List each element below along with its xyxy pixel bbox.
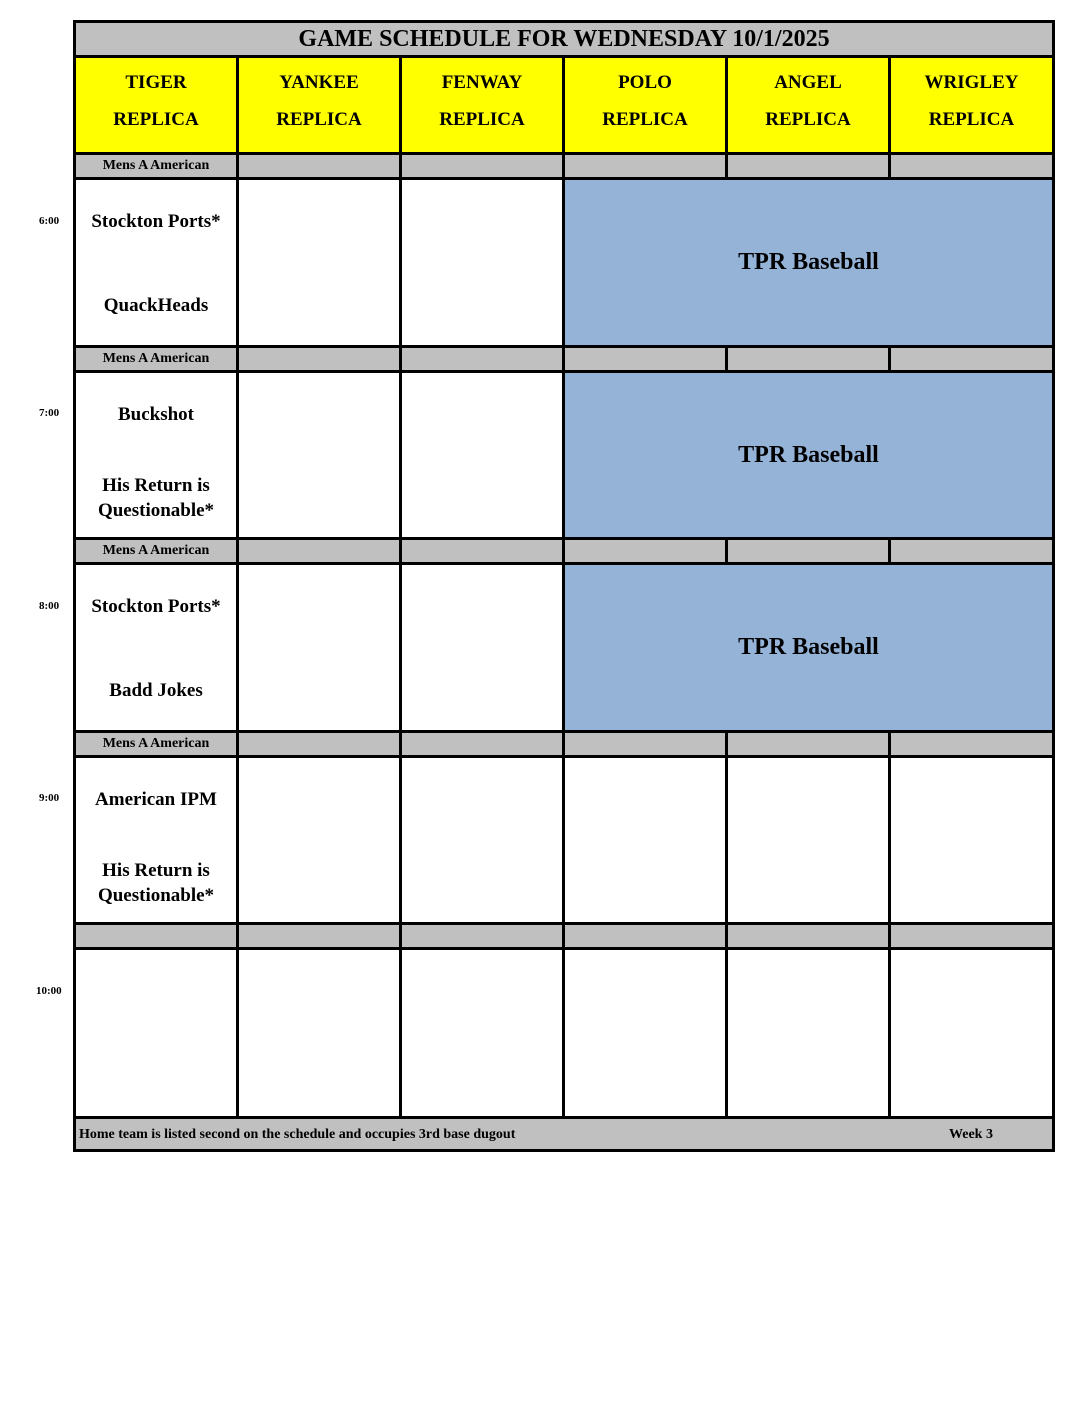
time-label: 6:00 xyxy=(39,215,60,227)
empty-cell xyxy=(236,947,402,1119)
away-team: Buckshot xyxy=(117,404,195,425)
band-empty xyxy=(888,345,1055,373)
field-subtitle: REPLICA xyxy=(439,109,525,130)
league-band: Mens A American xyxy=(73,537,239,565)
schedule-grid xyxy=(73,20,1055,1152)
game-cell xyxy=(73,755,239,925)
band-empty xyxy=(236,922,402,950)
time-label: 10:00 xyxy=(36,985,62,997)
field-name: ANGEL xyxy=(774,72,842,93)
league-band xyxy=(73,922,239,950)
empty-cell xyxy=(236,562,402,733)
band-empty xyxy=(236,537,402,565)
league-band: Mens A American xyxy=(73,152,239,180)
time-label: 8:00 xyxy=(39,600,60,612)
field-header-yankee xyxy=(236,55,402,155)
band-empty xyxy=(725,730,891,758)
field-subtitle: REPLICA xyxy=(928,109,1015,130)
band-empty xyxy=(562,152,728,180)
field-subtitle: REPLICA xyxy=(113,109,199,130)
band-empty xyxy=(399,537,565,565)
away-team: Stockton Ports* xyxy=(91,596,221,617)
band-empty xyxy=(725,345,891,373)
band-empty xyxy=(725,922,891,950)
home-team: His Return is Questionable* xyxy=(97,475,215,521)
empty-cell xyxy=(725,947,891,1119)
league-band: Mens A American xyxy=(73,730,239,758)
footer-bar xyxy=(73,1116,1055,1152)
field-name: POLO xyxy=(618,72,672,93)
band-empty xyxy=(399,152,565,180)
band-empty xyxy=(399,730,565,758)
empty-cell xyxy=(236,370,402,540)
field-subtitle: REPLICA xyxy=(765,109,851,130)
band-empty xyxy=(888,537,1055,565)
field-name: FENWAY xyxy=(441,72,523,93)
empty-cell xyxy=(888,947,1055,1119)
game-cell xyxy=(73,562,239,733)
footer-note: Home team is listed second on the schedule and occupies 3rd base dugout xyxy=(79,1127,516,1142)
field-header-tiger xyxy=(73,55,239,155)
field-header-angel xyxy=(725,55,891,155)
field-subtitle: REPLICA xyxy=(276,109,362,130)
home-team: Badd Jokes xyxy=(109,680,203,701)
band-empty xyxy=(888,730,1055,758)
band-empty xyxy=(562,922,728,950)
time-label: 9:00 xyxy=(39,792,60,804)
empty-cell xyxy=(236,177,402,348)
time-label: 7:00 xyxy=(39,407,60,419)
empty-cell xyxy=(236,755,402,925)
empty-cell xyxy=(399,947,565,1119)
band-empty xyxy=(562,345,728,373)
league-band: Mens A American xyxy=(73,345,239,373)
band-empty xyxy=(725,537,891,565)
band-empty xyxy=(725,152,891,180)
band-empty xyxy=(399,345,565,373)
band-empty xyxy=(562,537,728,565)
band-empty xyxy=(236,345,402,373)
empty-cell xyxy=(399,755,565,925)
reserved-block: TPR Baseball xyxy=(562,177,1055,348)
game-cell xyxy=(73,370,239,540)
band-empty xyxy=(562,730,728,758)
empty-cell xyxy=(73,947,239,1119)
empty-cell xyxy=(888,755,1055,925)
reserved-block: TPR Baseball xyxy=(562,562,1055,733)
empty-cell xyxy=(562,947,728,1119)
page-title: GAME SCHEDULE FOR WEDNESDAY 10/1/2025 xyxy=(73,20,1055,58)
field-header-polo xyxy=(562,55,728,155)
field-name: YANKEE xyxy=(279,72,359,93)
game-cell xyxy=(73,177,239,348)
band-empty xyxy=(236,152,402,180)
field-header-wrigley xyxy=(888,55,1055,155)
empty-cell xyxy=(399,562,565,733)
empty-cell xyxy=(562,755,728,925)
week-label: Week 3 xyxy=(949,1127,993,1142)
home-team: His Return is Questionable* xyxy=(97,860,215,906)
field-name: TIGER xyxy=(125,72,187,93)
empty-cell xyxy=(399,177,565,348)
away-team: American IPM xyxy=(95,789,217,810)
away-team: Stockton Ports* xyxy=(91,211,221,232)
band-empty xyxy=(888,922,1055,950)
reserved-block: TPR Baseball xyxy=(562,370,1055,540)
band-empty xyxy=(236,730,402,758)
home-team: QuackHeads xyxy=(103,295,209,316)
band-empty xyxy=(888,152,1055,180)
field-header-fenway xyxy=(399,55,565,155)
field-subtitle: REPLICA xyxy=(602,109,688,130)
empty-cell xyxy=(725,755,891,925)
empty-cell xyxy=(399,370,565,540)
band-empty xyxy=(399,922,565,950)
field-name: WRIGLEY xyxy=(924,72,1019,93)
